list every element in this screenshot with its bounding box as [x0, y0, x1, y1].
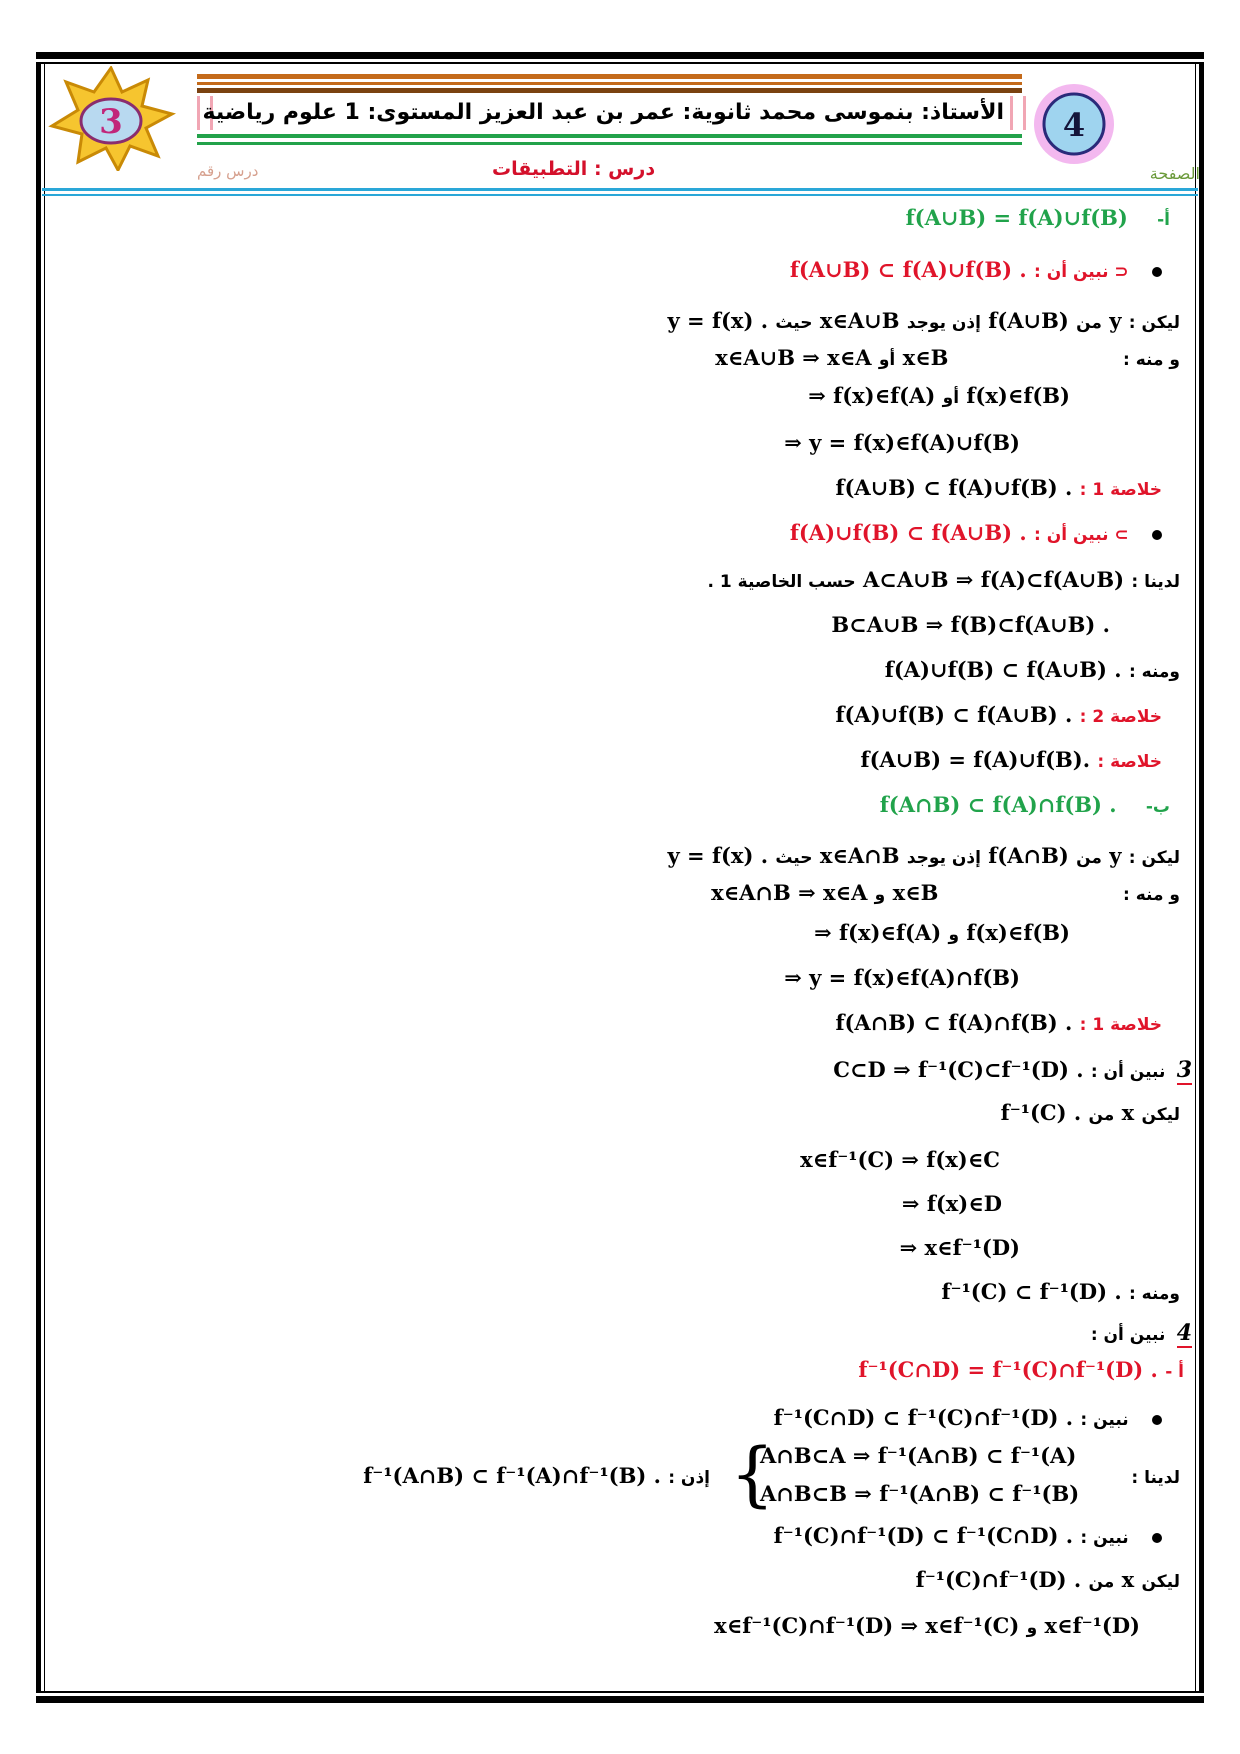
- text-fragment: ليكن: [1141, 1105, 1180, 1125]
- page-label: الصفحة: [1149, 164, 1200, 183]
- bullet-line: [60, 1405, 1162, 1430]
- text-fragment: و منه :: [1123, 885, 1180, 905]
- math-expression: ⇒ y = f(x)∈f(A)∪f(B): [784, 430, 1020, 455]
- text-line: [60, 965, 1020, 990]
- exercise-number-3: 3: [1176, 1057, 1192, 1083]
- math-expression: f(x)∈f(B): [966, 383, 1070, 408]
- math-expression: ⇒ f(x)∈f(A): [814, 920, 942, 945]
- conclusion-label: خلاصة :: [1097, 752, 1162, 772]
- text-line: [60, 1463, 710, 1488]
- text-fragment: و منه :: [1123, 350, 1180, 370]
- text-fragment: و: [874, 885, 886, 905]
- text-line: [60, 567, 1180, 592]
- bullet-line: [60, 1523, 1162, 1548]
- text-fragment: حسب الخاصية 1 .: [707, 572, 856, 592]
- frame-bottom-thin-line: [36, 1691, 1204, 1693]
- part-a-heading-4: [60, 1357, 1184, 1382]
- page-header: [42, 66, 1198, 201]
- text-fragment: ليكن :: [1128, 313, 1180, 333]
- math-expression: f⁻¹(C) ⊂ f⁻¹(D) .: [941, 1279, 1122, 1304]
- text-line: [60, 843, 1180, 868]
- bullet-icon: [1152, 1415, 1162, 1425]
- conclusion-line: [60, 475, 1162, 500]
- math-expression: f(A∪B) = f(A)∪f(B).: [860, 747, 1091, 772]
- lesson-title: [492, 158, 655, 180]
- math-expression: A∩B⊂A ⇒ f⁻¹(A∩B) ⊂ f⁻¹(A): [760, 1443, 1077, 1468]
- text-fragment: ليكن: [1141, 1572, 1180, 1592]
- math-expression: x∈A∪B: [819, 308, 900, 333]
- exercise-4-statement: [60, 1320, 1192, 1348]
- part-label: أ-: [1157, 210, 1170, 230]
- math-expression: f⁻¹(C∩D) ⊂ f⁻¹(C)∩f⁻¹(D) .: [773, 1405, 1074, 1430]
- conclusion-label: خلاصة 2 :: [1079, 707, 1162, 727]
- text-fragment: أو: [878, 350, 896, 370]
- statement-label: ⊂ نبين أن :: [1033, 262, 1129, 282]
- text-line: [60, 308, 1180, 333]
- header-bar-green-thin: [197, 142, 1022, 145]
- math-expression: y = f(x) .: [667, 308, 768, 333]
- statement-label: ⊃ نبين أن :: [1033, 525, 1129, 545]
- math-expression: f⁻¹(A∩B) ⊂ f⁻¹(A)∩f⁻¹(B) .: [363, 1463, 661, 1488]
- conclusion-label: خلاصة 1 :: [1079, 480, 1162, 500]
- math-expression: f⁻¹(C)∩f⁻¹(D) .: [915, 1567, 1082, 1592]
- frame-right-inner-line: [1195, 64, 1196, 1691]
- conclusion-line: [60, 702, 1162, 727]
- header-separator-blue: [42, 188, 1198, 191]
- frame-bottom-thick-line: [36, 1696, 1204, 1703]
- text-fragment: نبين :: [1080, 1528, 1129, 1548]
- math-expression: ⇒ f(x)∈D: [901, 1191, 1002, 1216]
- page-number: 4: [1062, 106, 1086, 144]
- math-expression: x: [1121, 1567, 1135, 1592]
- text-fragment: من: [1088, 1572, 1115, 1592]
- math-expression: y: [1109, 308, 1122, 333]
- text-line: [60, 1235, 1020, 1260]
- math-expression: f(A)∪f(B) ⊂ f(A∪B) .: [789, 520, 1027, 545]
- text-line: [60, 383, 1070, 408]
- math-expression: f(A∪B) ⊂ f(A)∪f(B) .: [835, 475, 1073, 500]
- math-expression: ⇒ y = f(x)∈f(A)∩f(B): [784, 965, 1020, 990]
- part-label: ب-: [1145, 797, 1170, 817]
- text-fragment: لدينا :: [1131, 1468, 1180, 1488]
- text-fragment: من: [1076, 313, 1102, 333]
- math-expression: x∈f⁻¹(D): [1044, 1613, 1140, 1638]
- part-label: أ -: [1165, 1362, 1184, 1382]
- text-line: [60, 345, 1180, 370]
- header-title: الأستاذ: بنموسى محمد ثانوية: عمر بن عبد العزيز المستوى: 1 علوم رياضية: [202, 100, 1004, 125]
- header-bar-green: [197, 134, 1022, 138]
- text-line: [60, 1613, 1140, 1638]
- text-fragment: ومنه :: [1128, 1284, 1180, 1304]
- implication-system: [730, 1433, 1100, 1515]
- math-expression: f(A)∪f(B) ⊂ f(A∪B) .: [835, 702, 1073, 727]
- text-fragment: أو: [942, 388, 960, 408]
- frame-top-thin-line: [36, 62, 1204, 64]
- math-expression: x∈B: [902, 345, 949, 370]
- math-expression: B⊂A∪B ⇒ f(B)⊂f(A∪B) .: [831, 612, 1110, 637]
- text-fragment: إذن يوجد: [906, 848, 981, 868]
- math-expression: f⁻¹(C∩D) = f⁻¹(C)∩f⁻¹(D) .: [858, 1357, 1158, 1382]
- math-expression: x∈f⁻¹(C)∩f⁻¹(D) ⇒ x∈f⁻¹(C): [714, 1613, 1020, 1638]
- text-fragment: حيث: [775, 313, 813, 333]
- bullet-icon: [1152, 1533, 1162, 1543]
- math-expression: A∩B⊂B ⇒ f⁻¹(A∩B) ⊂ f⁻¹(B): [760, 1481, 1080, 1506]
- conclusion-line: [60, 1010, 1162, 1035]
- math-expression: f(A∩B) ⊂ f(A)∩f(B) .: [879, 792, 1117, 817]
- math-expression: f(A∩B): [988, 843, 1069, 868]
- text-fragment: نبين أن :: [1090, 1325, 1166, 1345]
- text-fragment: نبين :: [1080, 1410, 1129, 1430]
- math-expression: f(A∩B) ⊂ f(A)∩f(B) .: [835, 1010, 1073, 1035]
- math-expression: f(A∪B): [988, 308, 1069, 333]
- math-expression: f(A)∪f(B) ⊂ f(A∪B) .: [884, 657, 1122, 682]
- text-fragment: و: [948, 925, 960, 945]
- text-line: [60, 1147, 1000, 1172]
- text-line: [60, 1100, 1180, 1125]
- lesson-number-label: درس رقم: [197, 162, 259, 180]
- frame-right-line: [1199, 64, 1204, 1691]
- math-expression: ⇒ x∈f⁻¹(D): [899, 1235, 1020, 1260]
- bullet-icon: [1152, 530, 1162, 540]
- text-fragment: نبين أن :: [1090, 1062, 1166, 1082]
- math-expression: y = f(x) .: [667, 843, 768, 868]
- math-expression: x∈A∩B: [819, 843, 900, 868]
- text-line: [60, 1279, 1180, 1304]
- text-fragment: من: [1076, 848, 1102, 868]
- lesson-number-star-badge: [46, 66, 176, 171]
- text-line: [60, 657, 1180, 682]
- math-expression: x∈f⁻¹(C) ⇒ f(x)∈C: [800, 1147, 1000, 1172]
- text-fragment: حيث: [775, 848, 813, 868]
- header-bar-orange-thin: [197, 82, 1022, 85]
- text-fragment: ومنه :: [1128, 662, 1180, 682]
- text-line: [60, 612, 1110, 637]
- frame-top-thick-line: [36, 52, 1204, 59]
- conclusion-line: [60, 747, 1162, 772]
- header-separator-blue-thin: [42, 194, 1198, 196]
- bullet-icon: [1152, 267, 1162, 277]
- math-expression: C⊂D ⇒ f⁻¹(C)⊂f⁻¹(D) .: [833, 1057, 1084, 1082]
- math-expression: f(A∪B) = f(A)∪f(B): [905, 205, 1128, 230]
- frame-left-line: [36, 64, 41, 1691]
- lesson-label: درس :: [593, 158, 656, 180]
- header-bar-brown: [197, 88, 1022, 93]
- text-fragment: و: [1026, 1618, 1038, 1638]
- part-a-heading: [60, 205, 1170, 230]
- badge-number: 3: [99, 102, 123, 142]
- text-fragment: ليكن :: [1128, 848, 1180, 868]
- math-expression: ⇒ f(x)∈f(A): [808, 383, 936, 408]
- text-line: [60, 880, 1180, 905]
- math-expression: f⁻¹(C) .: [1000, 1100, 1082, 1125]
- page-number-round-icon: [1032, 82, 1116, 166]
- document-body: [60, 205, 1192, 1685]
- math-expression: x∈A∩B ⇒ x∈A: [711, 880, 868, 905]
- math-expression: f(A∪B) ⊂ f(A)∪f(B) .: [789, 257, 1027, 282]
- conclusion-label: خلاصة 1 :: [1079, 1015, 1162, 1035]
- math-expression: f(x)∈f(B): [966, 920, 1070, 945]
- math-expression: x∈B: [892, 880, 939, 905]
- text-fragment: من: [1088, 1105, 1115, 1125]
- text-fragment: لدينا :: [1131, 572, 1180, 592]
- text-line: [60, 920, 1070, 945]
- math-expression: y: [1109, 843, 1122, 868]
- bullet-prove-superset: [60, 520, 1162, 545]
- header-bar-orange: [197, 74, 1022, 79]
- math-expression: f⁻¹(C)∩f⁻¹(D) ⊂ f⁻¹(C∩D) .: [773, 1523, 1074, 1548]
- text-line: [60, 1567, 1180, 1592]
- part-b-heading: [60, 792, 1170, 817]
- text-line: [60, 430, 1020, 455]
- text-fragment: إذن :: [668, 1468, 710, 1488]
- math-expression: x: [1121, 1100, 1135, 1125]
- text-line: [60, 1191, 1002, 1216]
- exercise-number-4: 4: [1176, 1320, 1192, 1346]
- math-expression: x∈A∪B ⇒ x∈A: [715, 345, 872, 370]
- lesson-name: التطبيقات: [492, 158, 588, 180]
- frame-left-inner-line: [44, 64, 45, 1691]
- text-fragment: إذن يوجد: [906, 313, 981, 333]
- math-expression: A⊂A∪B ⇒ f(A)⊂f(A∪B): [862, 567, 1125, 592]
- brace-icon: {: [730, 1433, 775, 1515]
- exercise-3-statement: [60, 1057, 1192, 1085]
- bullet-prove-subset: [60, 257, 1162, 282]
- header-title-right-mark: [1010, 96, 1026, 130]
